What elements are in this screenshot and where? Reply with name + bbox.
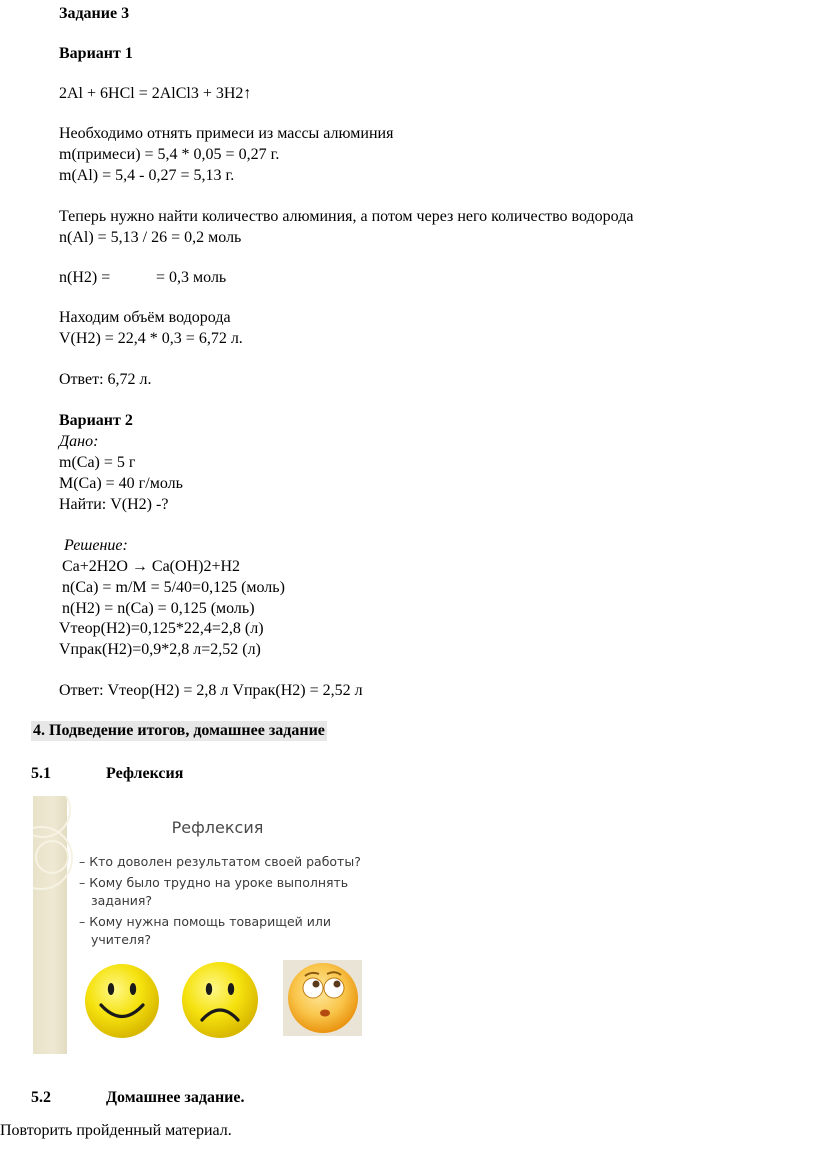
text-line: Vтеор(H2)=0,125*22,4=2,8 (л) — [59, 620, 264, 637]
section4-heading: 4. Подведение итогов, домашнее задание — [33, 722, 325, 739]
reflection-slide — [33, 796, 362, 1054]
slide-title: Рефлексия — [171, 818, 264, 837]
solution-label: Решение: — [64, 537, 128, 554]
section-title: Домашнее задание. — [106, 1089, 245, 1106]
slide-question: задания? — [91, 893, 153, 908]
answer-line: Ответ: Vтеор(H2) = 2,8 л Vпрак(H2) = 2,52 л — [59, 682, 363, 699]
text-line: Ca+2H2O → Ca(OH)2+H2 — [62, 558, 241, 575]
variant2-heading: Вариант 2 — [59, 412, 133, 429]
text-line: Найти: V(H2) -? — [59, 496, 169, 513]
slide-question: – Кому нужна помощь товарищей или — [79, 914, 332, 929]
confused-smiley-icon — [283, 960, 362, 1036]
text-line: n(Al) = 5,13 / 26 = 0,2 моль — [59, 229, 242, 246]
section-number: 5.2 — [31, 1089, 51, 1106]
text-line: n(Ca) = m/M = 5/40=0,125 (моль) — [62, 579, 285, 596]
text-line: Необходимо отнять примеси из массы алюминия — [59, 125, 394, 142]
homework-text: Повторить пройденный материал. — [0, 1122, 232, 1139]
text-line: m(Al) = 5,4 - 0,27 = 5,13 г. — [59, 167, 235, 184]
text-line: n(H2) = n(Ca) = 0,125 (моль) — [62, 600, 255, 617]
happy-smiley-icon — [83, 962, 161, 1040]
section-title: Рефлексия — [106, 765, 184, 782]
reaction-equation: 2Al + 6HCl = 2AlCl3 + 3H2↑ — [59, 85, 252, 102]
text-line: m(Ca) = 5 г — [59, 454, 136, 471]
slide-question: – Кому было трудно на уроке выполнять — [79, 875, 349, 890]
sad-smiley-icon — [180, 960, 260, 1040]
text-line: V(H2) = 22,4 * 0,3 = 6,72 л. — [59, 330, 243, 347]
task3-heading: Задание 3 — [59, 5, 130, 22]
text-line: M(Ca) = 40 г/моль — [59, 475, 183, 492]
text-line: m(примеси) = 5,4 * 0,05 = 0,27 г. — [59, 146, 280, 163]
variant1-heading: Вариант 1 — [59, 45, 133, 62]
text-line: Теперь нужно найти количество алюминия, а потом через него количество водорода — [59, 208, 634, 225]
text-line: Находим объём водорода — [59, 309, 231, 326]
text-line: Vпрак(H2)=0,9*2,8 л=2,52 (л) — [59, 641, 261, 658]
answer-line: Ответ: 6,72 л. — [59, 371, 152, 388]
section-number: 5.1 — [31, 765, 51, 782]
slide-question: учителя? — [91, 932, 152, 947]
text-line: n(H2) = — [59, 269, 111, 286]
text-line: = 0,3 моль — [156, 269, 227, 286]
given-label: Дано: — [59, 433, 99, 450]
slide-question: – Кто доволен результатом своей работы? — [79, 854, 361, 869]
